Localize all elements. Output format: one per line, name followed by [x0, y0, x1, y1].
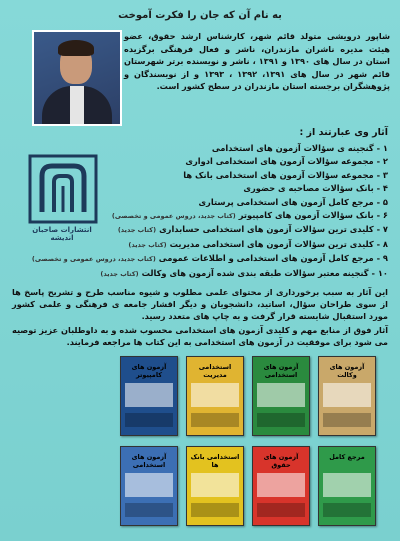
book-cover	[252, 356, 310, 436]
author-photo	[32, 30, 122, 126]
book-title: آزمون های کامپیوتر	[131, 363, 167, 379]
list-item: ۷ - کلیدی ترین سؤالات آزمون های استخدامی حسابداری(کتاب جدید)	[117, 224, 388, 235]
book-title: استخدامی مدیریت	[198, 363, 232, 379]
book-cover	[252, 446, 310, 526]
book-title: استخدامی بانک ها	[190, 453, 240, 469]
book-title: آزمون های وکالت	[329, 363, 365, 379]
list-item: ۸ - کلیدی ترین سؤالات آزمون های استخدامی مدیریت(کتاب جدید)	[128, 238, 388, 249]
list-item: ۱ - گنجینه ی سؤالات آزمون های استخدامی	[211, 143, 388, 153]
book-cover	[318, 356, 376, 436]
list-item: ۵ - مرجع کامل آزمون های استخدامی پرستاری	[198, 196, 388, 207]
list-item: ۲ - مجموعه سؤالات آزمون های استخدامی ادواری	[185, 156, 388, 167]
works-title: آثار وی عبارتند از :	[299, 127, 388, 138]
list-item: ۹ - مرجع کامل آزمون های استخدامی و اطلاعات عمومی(کتاب جدید، دروس عمومی و تخصصی)	[31, 253, 388, 264]
book-title: آزمون های استخدامی	[263, 363, 299, 379]
book-cover	[120, 446, 178, 526]
book-cover	[186, 446, 244, 526]
list-item: ۱۰ - گنجینه معتبر سؤالات طبقه بندی شده آزمون های وکالت(کتاب جدید)	[100, 267, 388, 278]
book-cover	[120, 356, 178, 436]
motto-line: به نام آن که جان را فکرت آموخت	[118, 10, 282, 21]
book-title: مرجع کامل	[329, 453, 365, 461]
book-title: آزمون های حقوق	[263, 453, 299, 469]
book-cover	[186, 356, 244, 436]
author-bio: شاپور درویشی متولد قائم شهر، کارشناس ارشد حقوق، عضو هیئت مدیره ناشران مازندران، ناشر و فعال فرهنگی برگزیده استان در سال های ۱۳۹۰ و ۱۳۹۱ ، ناشر و نویسنده برتر شهرستان قائم شهر در سال های ۱۳۹۱، ۱۳۹۲ ، ۱۳۹۳ و از نویسندگان و پژوهشگران برجسته استان مازندران در سطح کشور است.	[124, 31, 391, 91]
list-item: ۴ - بانک سؤالات مصاحبه ی حضوری	[243, 183, 388, 194]
list-item: ۳ - مجموعه سؤالات آزمون های استخدامی بانک ها	[183, 169, 388, 180]
reception-paragraph: این آثار به سبب برخورداری از محتوای علمی مطلوب و شیوه مناسب طرح و تشریح پاسخ ها از سوی طراحان سؤال، اساتید، دانشجویان و دیگر اقشار جامعه ی فرهنگی و علمی کشور مورد استقبال شایسته قرار گرفت و به چاپ های متعدد رسید.	[12, 287, 388, 321]
list-item: ۶ - بانک سؤالات آزمون های کامپیوتر(کتاب جدید، دروس عمومی و تخصصی)	[111, 210, 388, 221]
recommendation-paragraph: آثار فوق از منابع مهم و کلیدی آزمون های استخدامی محسوب شده و به داوطلبان عزیز توصیه می شود برای موفقیت در آزمون های استخدامی به این کتاب ها مراجعه فرمایند.	[12, 325, 388, 347]
book-title: آزمون های استخدامی	[131, 453, 167, 469]
publisher-name: انتشارات صاحبان اندیشه	[32, 226, 92, 242]
book-cover	[318, 446, 376, 526]
